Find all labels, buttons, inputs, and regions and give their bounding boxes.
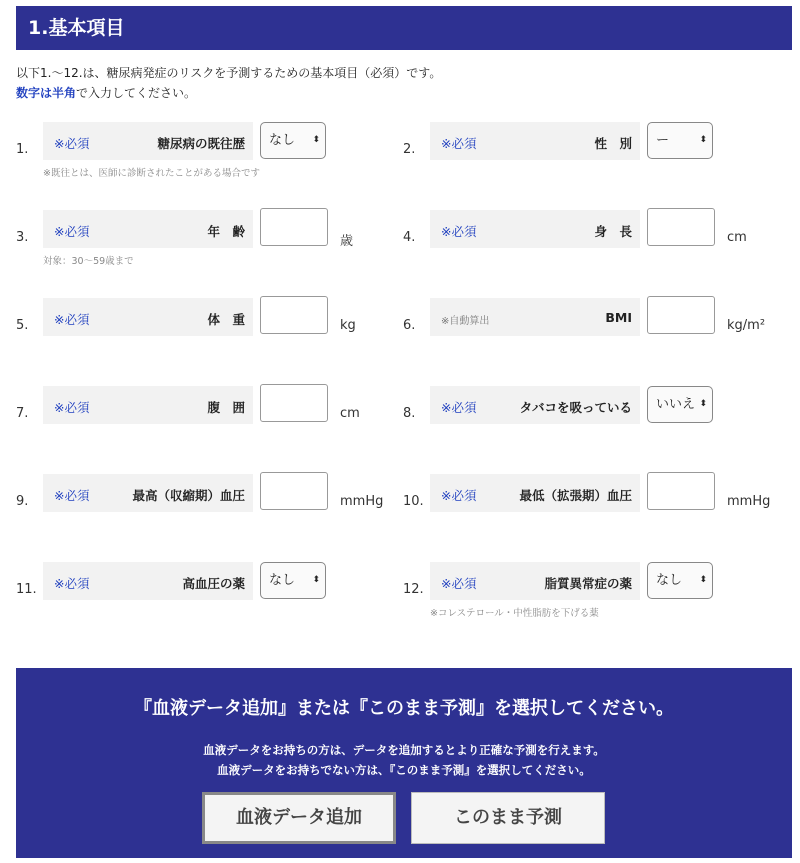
intro-line-1: 以下1.〜12.は、糖尿病発症のリスクを予測するための基本項目（必須）です。 [16,66,442,80]
cta-panel [16,668,792,858]
section-title: 1.基本項目 [28,17,125,39]
intro-emphasis: 数字は半角 [16,86,77,100]
field-label: 腹 囲 [207,400,245,415]
unit-label: kg [340,318,356,333]
required-mark: ※必須 [54,224,90,239]
intro-line-2-rest: で入力してください。 [76,86,197,100]
field-label: 体 重 [207,312,245,327]
field-number: 1. [16,142,29,157]
unit-label: kg/m² [727,318,766,333]
field-label-box [43,386,253,424]
field-label-box [430,386,640,424]
bmi-input[interactable] [647,296,715,334]
field-diastolic-bp [403,472,783,532]
field-number: 12. [403,582,424,597]
cta-subtext-1: 血液データをお持ちの方は、データを追加するとより正確な予測を行えます。 [203,743,605,757]
predict-now-button[interactable]: このまま予測 [411,792,605,844]
dyslipidemia-medicine-select[interactable] [647,562,713,599]
field-label: 最高（収縮期）血圧 [132,488,245,503]
field-label-box [430,210,640,248]
updown-arrow-icon: ⬍ [312,575,320,585]
required-mark: ※必須 [441,136,477,151]
systolic-bp-input[interactable] [260,472,328,510]
weight-input[interactable] [260,296,328,334]
height-input[interactable] [647,208,715,246]
field-smoking [403,384,783,444]
field-height [403,208,783,268]
smoking-select[interactable] [647,386,713,423]
select-value: いいえ [656,397,696,412]
gender-select[interactable] [647,122,713,159]
field-label-box [430,562,640,600]
field-label: 脂質異常症の薬 [544,576,632,591]
field-label: BMI [605,310,632,325]
waist-input[interactable] [260,384,328,422]
field-label: 身 長 [594,224,632,239]
field-label-box [43,210,253,248]
field-diabetes-history [16,120,396,180]
field-label-box [43,122,253,160]
diabetes-history-select[interactable] [260,122,326,159]
required-mark: ※必須 [441,576,477,591]
updown-arrow-icon: ⬍ [699,575,707,585]
field-number: 5. [16,318,29,333]
age-input[interactable] [260,208,328,246]
select-value: なし [269,573,296,588]
unit-label: cm [340,406,360,421]
field-number: 9. [16,494,29,509]
select-value: ー [656,133,670,148]
field-label: 最低（拡張期）血圧 [519,488,632,503]
diastolic-bp-input[interactable] [647,472,715,510]
field-weight [16,296,396,356]
field-number: 2. [403,142,416,157]
field-dyslipidemia-medicine [403,560,783,620]
section-header [16,6,792,50]
intro-line-2 [16,83,441,103]
field-label-box [43,298,253,336]
field-systolic-bp [16,472,396,532]
field-number: 10. [403,494,424,509]
field-bmi [403,296,783,356]
field-gender [403,120,783,180]
cta-title: 『血液データ追加』または『このまま予測』を選択してください。 [134,698,674,719]
field-number: 4. [403,230,416,245]
field-number: 7. [16,406,29,421]
field-label-box [430,122,640,160]
field-number: 3. [16,230,29,245]
field-label: 性 別 [594,136,632,151]
field-age [16,208,396,268]
field-label-box [43,562,253,600]
required-mark: ※必須 [54,488,90,503]
field-note: ※既往とは、医師に診断されたことがある場合です [43,168,260,179]
field-label: タバコを吸っている [519,400,632,415]
required-mark: ※必須 [54,136,90,151]
required-mark: ※必須 [441,488,477,503]
add-blood-data-button[interactable]: 血液データ追加 [202,792,396,844]
updown-arrow-icon: ⬍ [699,135,707,145]
field-note: ※コレステロール・中性脂肪を下げる薬 [430,608,599,619]
field-label: 高血圧の薬 [182,576,245,591]
updown-arrow-icon: ⬍ [699,399,707,409]
hypertension-medicine-select[interactable] [260,562,326,599]
field-note: 対象：30〜59歳まで [43,256,134,267]
field-label-box [430,474,640,512]
field-number: 6. [403,318,416,333]
unit-label: mmHg [727,494,771,509]
field-label-box [43,474,253,512]
field-label: 年 齢 [207,224,245,239]
unit-label: 歳 [340,234,354,249]
required-mark: ※必須 [54,312,90,327]
field-number: 8. [403,406,416,421]
field-hypertension-medicine [16,560,396,620]
required-mark: ※必須 [54,400,90,415]
intro-text [16,63,441,103]
required-mark: ※必須 [441,224,477,239]
auto-calc-mark: ※自動算出 [441,316,490,327]
required-mark: ※必須 [54,576,90,591]
field-waist [16,384,396,444]
required-mark: ※必須 [441,400,477,415]
field-label: 糖尿病の既往歴 [157,136,245,151]
field-number: 11. [16,582,37,597]
unit-label: cm [727,230,747,245]
cta-subtext-2: 血液データをお持ちでない方は、『このまま予測』を選択してください。 [217,763,591,777]
select-value: なし [656,573,683,588]
field-label-box [430,298,640,336]
unit-label: mmHg [340,494,384,509]
updown-arrow-icon: ⬍ [312,135,320,145]
select-value: なし [269,133,296,148]
